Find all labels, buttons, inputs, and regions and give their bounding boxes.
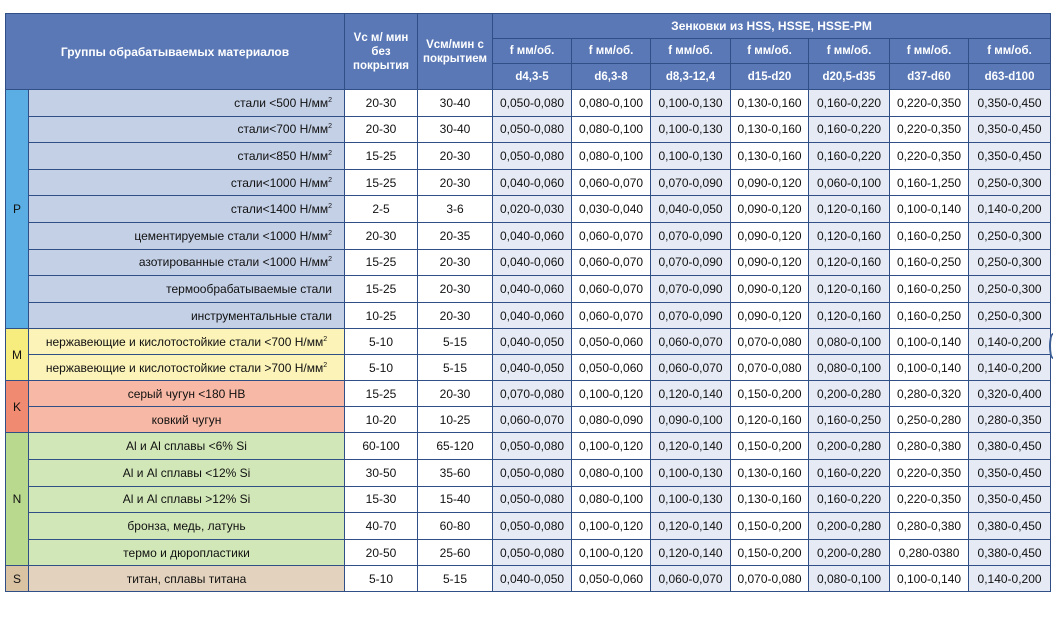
feed-value-cell: 0,160-0,250 <box>890 222 969 249</box>
material-name-text: стали<700 Н/мм <box>237 122 329 137</box>
material-name-text: Al и Al сплавы <6% Si <box>126 439 247 454</box>
feed-value-cell: 0,250-0,300 <box>969 276 1051 303</box>
feed-value-cell: 0,060-0,070 <box>651 355 731 381</box>
material-name-text: стали<850 Н/мм <box>237 148 329 163</box>
material-name-cell <box>29 539 345 566</box>
feed-value-cell: 0,130-0,160 <box>731 486 809 513</box>
table-row <box>6 276 1051 303</box>
feed-value-cell: 0,350-0,450 <box>969 143 1051 170</box>
feed-value-cell: 0,380-0,450 <box>969 433 1051 460</box>
material-group-code: M <box>6 329 29 381</box>
feed-value-cell: 0,320-0,400 <box>969 381 1051 407</box>
vc-uncoated-cell: 60-100 <box>345 433 418 460</box>
feed-value-cell: 0,160-0,250 <box>809 407 890 433</box>
material-name-text: Al и Al сплавы <12% Si <box>122 465 251 480</box>
material-groups-header: Группы обрабатываемых материалов <box>6 14 345 90</box>
table-row <box>6 249 1051 276</box>
table-row <box>6 539 1051 566</box>
vc-coated-cell: 30-40 <box>418 116 493 143</box>
material-name-text: термообрабатываемые стали <box>166 281 333 296</box>
material-name-text: бронза, медь, латунь <box>127 518 246 533</box>
unit-superscript: 2 <box>328 176 333 184</box>
material-name-text: стали <500 Н/мм <box>234 95 329 110</box>
vc-uncoated-cell: 30-50 <box>345 459 418 486</box>
table-row <box>6 355 1051 381</box>
feed-value-cell: 0,100-0,130 <box>651 116 731 143</box>
unit-superscript: 2 <box>328 149 333 157</box>
tool-title-header: Зенковки из HSS, HSSE, HSSE-PM <box>493 14 1051 39</box>
vc-uncoated-cell: 10-25 <box>345 302 418 329</box>
feed-value-cell: 0,250-0,280 <box>890 407 969 433</box>
vc-coated-cell: 20-30 <box>418 169 493 196</box>
feed-value-cell: 0,150-0,200 <box>731 433 809 460</box>
feed-value-cell: 0,100-0,140 <box>890 196 969 223</box>
unit-superscript: 2 <box>323 335 328 343</box>
feed-value-cell: 0,100-0,120 <box>572 433 651 460</box>
vc-uncoated-cell: 2-5 <box>345 196 418 223</box>
feed-value-cell: 0,200-0,280 <box>809 433 890 460</box>
feed-value-cell: 0,250-0,300 <box>969 169 1051 196</box>
material-name-text: титан, сплавы титана <box>126 571 247 586</box>
table-header <box>6 14 1051 90</box>
feed-value-cell: 0,060-0,070 <box>572 276 651 303</box>
vc-uncoated-cell: 15-30 <box>345 486 418 513</box>
diameter-range-header: d63-d100 <box>969 64 1051 90</box>
feed-value-cell: 0,040-0,060 <box>493 222 572 249</box>
feed-value-cell: 0,070-0,090 <box>651 302 731 329</box>
feed-value-cell: 0,100-0,120 <box>572 539 651 566</box>
feed-value-cell: 0,080-0,100 <box>809 329 890 355</box>
feed-value-cell: 0,130-0,160 <box>731 143 809 170</box>
feed-value-cell: 0,090-0,120 <box>731 196 809 223</box>
feed-value-cell: 0,070-0,080 <box>493 381 572 407</box>
feed-value-cell: 0,090-0,120 <box>731 302 809 329</box>
table-row <box>6 302 1051 329</box>
feed-value-cell: 0,100-0,140 <box>890 566 969 592</box>
feed-value-cell: 0,200-0,280 <box>809 539 890 566</box>
feed-value-cell: 0,070-0,080 <box>731 329 809 355</box>
feed-value-cell: 0,080-0,100 <box>809 355 890 381</box>
feed-value-cell: 0,280-0,380 <box>890 513 969 540</box>
vc-uncoated-header: Vc м/ мин без покрытия <box>345 14 418 90</box>
feed-value-cell: 0,130-0,160 <box>731 116 809 143</box>
unit-superscript: 2 <box>328 256 333 264</box>
feed-value-cell: 0,250-0,300 <box>969 302 1051 329</box>
feed-value-cell: 0,160-0,220 <box>809 116 890 143</box>
material-name-cell <box>29 116 345 143</box>
material-name-text: термо и дюропластики <box>123 545 250 560</box>
feed-value-cell: 0,100-0,140 <box>890 355 969 381</box>
vc-uncoated-cell: 20-30 <box>345 90 418 117</box>
feed-value-cell: 0,220-0,350 <box>890 90 969 117</box>
feed-value-cell: 0,120-0,160 <box>809 249 890 276</box>
material-name-cell <box>29 302 345 329</box>
table-row <box>6 222 1051 249</box>
material-name-text: стали<1400 Н/мм <box>230 202 329 217</box>
feed-value-cell: 0,040-0,060 <box>493 249 572 276</box>
feed-value-cell: 0,030-0,040 <box>572 196 651 223</box>
feed-value-cell: 0,350-0,450 <box>969 459 1051 486</box>
feed-value-cell: 0,220-0,350 <box>890 143 969 170</box>
feed-unit-header: f мм/об. <box>890 39 969 64</box>
feed-value-cell: 0,040-0,050 <box>493 355 572 381</box>
material-group-code: N <box>6 433 29 566</box>
unit-superscript: 2 <box>328 96 333 104</box>
feed-value-cell: 0,050-0,080 <box>493 90 572 117</box>
material-name-cell <box>29 433 345 460</box>
feed-value-cell: 0,040-0,050 <box>493 566 572 592</box>
feed-value-cell: 0,120-0,140 <box>651 539 731 566</box>
material-name-text: нержавеющие и кислотостойкие стали <700 Н/мм <box>45 334 324 349</box>
material-name-text: цементируемые стали <1000 Н/мм <box>134 228 329 243</box>
material-name-cell <box>29 196 345 223</box>
feed-value-cell: 0,250-0,300 <box>969 249 1051 276</box>
material-name-cell <box>29 329 345 355</box>
feed-value-cell: 0,050-0,080 <box>493 486 572 513</box>
material-name-cell <box>29 566 345 592</box>
table-row <box>6 90 1051 117</box>
feed-value-cell: 0,080-0,100 <box>572 486 651 513</box>
feed-value-cell: 0,200-0,280 <box>809 381 890 407</box>
feed-value-cell: 0,140-0,200 <box>969 355 1051 381</box>
vc-coated-cell: 60-80 <box>418 513 493 540</box>
table-row <box>6 196 1051 223</box>
table-row <box>6 433 1051 460</box>
feed-value-cell: 0,280-0,320 <box>890 381 969 407</box>
material-name-text: азотированные стали <1000 Н/мм <box>138 255 329 270</box>
feed-value-cell: 0,100-0,130 <box>651 90 731 117</box>
table-row <box>6 116 1051 143</box>
feed-value-cell: 0,160-0,220 <box>809 143 890 170</box>
feed-value-cell: 0,080-0,090 <box>572 407 651 433</box>
feed-value-cell: 0,380-0,450 <box>969 539 1051 566</box>
material-name-text: инструментальные стали <box>190 308 333 323</box>
feed-value-cell: 0,350-0,450 <box>969 90 1051 117</box>
feed-value-cell: 0,220-0,350 <box>890 116 969 143</box>
table-row <box>6 143 1051 170</box>
vc-uncoated-cell: 15-25 <box>345 169 418 196</box>
feed-value-cell: 0,160-0,220 <box>809 90 890 117</box>
vc-coated-cell: 10-25 <box>418 407 493 433</box>
material-name-text: ковкий чугун <box>151 412 222 427</box>
material-name-cell <box>29 276 345 303</box>
material-name-text: нержавеющие и кислотостойкие стали >700 Н/мм <box>45 360 324 375</box>
material-name-text: серый чугун <180 НВ <box>127 386 246 401</box>
feed-value-cell: 0,120-0,140 <box>651 381 731 407</box>
material-name-cell <box>29 169 345 196</box>
feed-value-cell: 0,150-0,200 <box>731 539 809 566</box>
unit-superscript: 2 <box>328 229 333 237</box>
feed-value-cell: 0,060-0,070 <box>572 249 651 276</box>
feed-value-cell: 0,160-0,250 <box>890 276 969 303</box>
feed-value-cell: 0,120-0,160 <box>809 276 890 303</box>
feed-value-cell: 0,140-0,200 <box>969 196 1051 223</box>
cutting-data-table <box>5 13 1051 592</box>
vc-coated-cell: 20-30 <box>418 302 493 329</box>
table-row <box>6 381 1051 407</box>
unit-superscript: 2 <box>328 203 333 211</box>
feed-value-cell: 0,040-0,060 <box>493 276 572 303</box>
vc-uncoated-cell: 20-30 <box>345 116 418 143</box>
feed-value-cell: 0,140-0,200 <box>969 566 1051 592</box>
feed-value-cell: 0,050-0,060 <box>572 566 651 592</box>
feed-value-cell: 0,040-0,060 <box>493 302 572 329</box>
unit-superscript: 2 <box>323 361 328 369</box>
feed-value-cell: 0,100-0,130 <box>651 143 731 170</box>
vc-coated-cell: 15-40 <box>418 486 493 513</box>
feed-value-cell: 0,050-0,080 <box>493 459 572 486</box>
diameter-range-header: d15-d20 <box>731 64 809 90</box>
table-row <box>6 169 1051 196</box>
feed-value-cell: 0,060-0,070 <box>493 407 572 433</box>
material-name-cell <box>29 222 345 249</box>
vc-uncoated-cell: 5-10 <box>345 329 418 355</box>
feed-unit-header: f мм/об. <box>572 39 651 64</box>
cutting-data-table-wrapper <box>5 13 1051 592</box>
table-row <box>6 459 1051 486</box>
feed-value-cell: 0,380-0,450 <box>969 513 1051 540</box>
vc-uncoated-cell: 15-25 <box>345 249 418 276</box>
vc-uncoated-cell: 20-30 <box>345 222 418 249</box>
feed-value-cell: 0,040-0,060 <box>493 169 572 196</box>
edge-bracket-mark <box>1049 333 1053 359</box>
feed-value-cell: 0,090-0,100 <box>651 407 731 433</box>
feed-value-cell: 0,160-0,250 <box>890 302 969 329</box>
vc-coated-header: Vcм/мин с покрытием <box>418 14 493 90</box>
diameter-range-header: d4,3-5 <box>493 64 572 90</box>
vc-coated-cell: 20-30 <box>418 143 493 170</box>
table-row <box>6 329 1051 355</box>
feed-value-cell: 0,070-0,080 <box>731 566 809 592</box>
feed-unit-header: f мм/об. <box>651 39 731 64</box>
unit-superscript: 2 <box>328 123 333 131</box>
feed-value-cell: 0,050-0,080 <box>493 116 572 143</box>
vc-coated-cell: 5-15 <box>418 566 493 592</box>
vc-uncoated-cell: 10-20 <box>345 407 418 433</box>
vc-uncoated-cell: 15-25 <box>345 143 418 170</box>
vc-coated-cell: 20-30 <box>418 276 493 303</box>
feed-value-cell: 0,120-0,160 <box>809 302 890 329</box>
feed-value-cell: 0,050-0,060 <box>572 329 651 355</box>
vc-coated-cell: 20-35 <box>418 222 493 249</box>
feed-value-cell: 0,080-0,100 <box>572 459 651 486</box>
material-name-cell <box>29 90 345 117</box>
feed-value-cell: 0,200-0,280 <box>809 513 890 540</box>
table-row <box>6 566 1051 592</box>
feed-value-cell: 0,120-0,140 <box>651 513 731 540</box>
feed-value-cell: 0,160-0,220 <box>809 459 890 486</box>
diameter-range-header: d20,5-d35 <box>809 64 890 90</box>
diameter-range-header: d37-d60 <box>890 64 969 90</box>
feed-value-cell: 0,070-0,090 <box>651 249 731 276</box>
feed-value-cell: 0,080-0,100 <box>809 566 890 592</box>
feed-value-cell: 0,150-0,200 <box>731 381 809 407</box>
feed-unit-header: f мм/об. <box>969 39 1051 64</box>
vc-coated-cell: 35-60 <box>418 459 493 486</box>
feed-value-cell: 0,020-0,030 <box>493 196 572 223</box>
table-row <box>6 407 1051 433</box>
feed-value-cell: 0,120-0,160 <box>731 407 809 433</box>
vc-coated-cell: 25-60 <box>418 539 493 566</box>
feed-value-cell: 0,130-0,160 <box>731 90 809 117</box>
vc-coated-cell: 65-120 <box>418 433 493 460</box>
feed-value-cell: 0,150-0,200 <box>731 513 809 540</box>
feed-value-cell: 0,060-0,070 <box>572 222 651 249</box>
feed-value-cell: 0,120-0,160 <box>809 222 890 249</box>
feed-value-cell: 0,130-0,160 <box>731 459 809 486</box>
vc-coated-cell: 20-30 <box>418 249 493 276</box>
feed-value-cell: 0,070-0,090 <box>651 169 731 196</box>
vc-coated-cell: 20-30 <box>418 381 493 407</box>
feed-value-cell: 0,050-0,080 <box>493 539 572 566</box>
feed-value-cell: 0,140-0,200 <box>969 329 1051 355</box>
material-name-cell <box>29 513 345 540</box>
feed-value-cell: 0,050-0,080 <box>493 143 572 170</box>
material-name-text: стали<1000 Н/мм <box>230 175 329 190</box>
feed-value-cell: 0,070-0,080 <box>731 355 809 381</box>
feed-value-cell: 0,090-0,120 <box>731 249 809 276</box>
table-row <box>6 513 1051 540</box>
feed-value-cell: 0,060-0,070 <box>572 302 651 329</box>
feed-value-cell: 0,060-0,070 <box>572 169 651 196</box>
feed-value-cell: 0,090-0,120 <box>731 222 809 249</box>
feed-unit-header: f мм/об. <box>809 39 890 64</box>
material-name-cell <box>29 355 345 381</box>
vc-uncoated-cell: 5-10 <box>345 566 418 592</box>
feed-value-cell: 0,120-0,160 <box>809 196 890 223</box>
vc-coated-cell: 5-15 <box>418 355 493 381</box>
feed-value-cell: 0,040-0,050 <box>651 196 731 223</box>
table-body <box>6 90 1051 592</box>
feed-value-cell: 0,160-0,250 <box>890 249 969 276</box>
feed-value-cell: 0,100-0,140 <box>890 329 969 355</box>
feed-value-cell: 0,060-0,070 <box>651 329 731 355</box>
table-row <box>6 486 1051 513</box>
vc-coated-cell: 3-6 <box>418 196 493 223</box>
feed-value-cell: 0,280-0,380 <box>890 433 969 460</box>
diameter-range-header: d6,3-8 <box>572 64 651 90</box>
feed-value-cell: 0,080-0,100 <box>572 143 651 170</box>
vc-uncoated-cell: 5-10 <box>345 355 418 381</box>
feed-value-cell: 0,280-0,350 <box>969 407 1051 433</box>
feed-value-cell: 0,090-0,120 <box>731 169 809 196</box>
vc-coated-cell: 5-15 <box>418 329 493 355</box>
material-group-code: P <box>6 90 29 329</box>
vc-uncoated-cell: 15-25 <box>345 276 418 303</box>
feed-value-cell: 0,250-0,300 <box>969 222 1051 249</box>
feed-unit-header: f мм/об. <box>493 39 572 64</box>
feed-value-cell: 0,220-0,350 <box>890 459 969 486</box>
feed-value-cell: 0,070-0,090 <box>651 222 731 249</box>
vc-uncoated-cell: 40-70 <box>345 513 418 540</box>
feed-value-cell: 0,220-0,350 <box>890 486 969 513</box>
feed-value-cell: 0,060-0,070 <box>651 566 731 592</box>
feed-value-cell: 0,350-0,450 <box>969 486 1051 513</box>
feed-value-cell: 0,080-0,100 <box>572 116 651 143</box>
material-group-code: S <box>6 566 29 592</box>
vc-uncoated-cell: 15-25 <box>345 381 418 407</box>
feed-value-cell: 0,050-0,080 <box>493 513 572 540</box>
feed-value-cell: 0,100-0,120 <box>572 513 651 540</box>
vc-uncoated-cell: 20-50 <box>345 539 418 566</box>
feed-value-cell: 0,040-0,050 <box>493 329 572 355</box>
feed-value-cell: 0,080-0,100 <box>572 90 651 117</box>
material-name-cell <box>29 459 345 486</box>
feed-value-cell: 0,160-1,250 <box>890 169 969 196</box>
material-name-cell <box>29 486 345 513</box>
feed-unit-header: f мм/об. <box>731 39 809 64</box>
feed-value-cell: 0,350-0,450 <box>969 116 1051 143</box>
feed-value-cell: 0,160-0,220 <box>809 486 890 513</box>
material-name-cell <box>29 249 345 276</box>
feed-value-cell: 0,060-0,100 <box>809 169 890 196</box>
material-group-code: K <box>6 381 29 433</box>
material-name-cell <box>29 381 345 407</box>
feed-value-cell: 0,050-0,060 <box>572 355 651 381</box>
feed-value-cell: 0,100-0,120 <box>572 381 651 407</box>
feed-value-cell: 0,050-0,080 <box>493 433 572 460</box>
feed-value-cell: 0,120-0,140 <box>651 433 731 460</box>
vc-coated-cell: 30-40 <box>418 90 493 117</box>
material-name-cell <box>29 407 345 433</box>
feed-value-cell: 0,280-0380 <box>890 539 969 566</box>
feed-value-cell: 0,090-0,120 <box>731 276 809 303</box>
material-name-cell <box>29 143 345 170</box>
feed-value-cell: 0,070-0,090 <box>651 276 731 303</box>
material-name-text: Al и Al сплавы >12% Si <box>122 492 251 507</box>
diameter-range-header: d8,3-12,4 <box>651 64 731 90</box>
feed-value-cell: 0,100-0,130 <box>651 486 731 513</box>
feed-value-cell: 0,100-0,130 <box>651 459 731 486</box>
